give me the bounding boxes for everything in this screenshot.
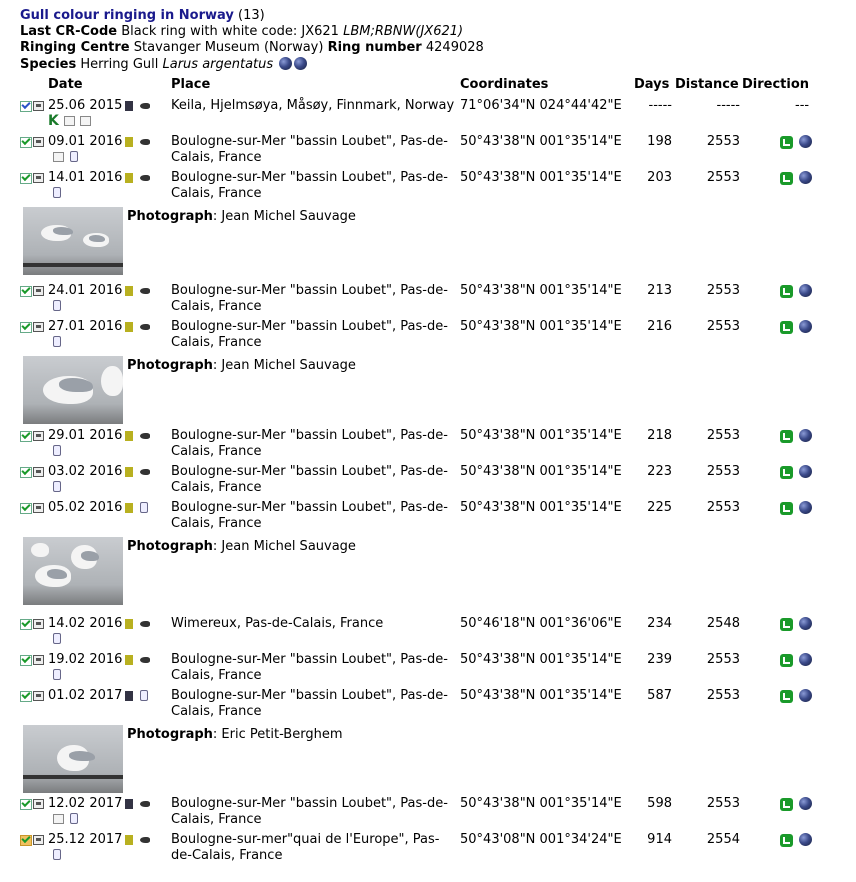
gull-photo-thumbnail[interactable] bbox=[23, 356, 123, 424]
photo-label: Photograph bbox=[127, 539, 213, 554]
globe-icon[interactable] bbox=[799, 320, 812, 333]
ring-icon[interactable] bbox=[53, 336, 61, 347]
ring-icon[interactable] bbox=[53, 633, 61, 644]
days-since-ringing: 198 bbox=[647, 134, 672, 149]
sighting-place: Boulogne-sur-Mer "bassin Loubet", Pas-de-Calais, France bbox=[171, 283, 448, 314]
distance-km: 2553 bbox=[706, 319, 740, 334]
check-icon[interactable] bbox=[20, 322, 32, 333]
table-row bbox=[0, 134, 856, 170]
sighting-place: Boulogne-sur-Mer "bassin Loubet", Pas-de-Calais, France bbox=[171, 134, 448, 165]
report-icon[interactable] bbox=[33, 835, 44, 845]
distance-km: 2553 bbox=[706, 170, 740, 185]
photo-label: Photograph bbox=[127, 727, 213, 742]
sighting-coordinates: 50°43'38"N 001°35'14"E bbox=[460, 283, 622, 298]
report-icon[interactable] bbox=[33, 655, 44, 665]
cr-code-line bbox=[20, 24, 463, 40]
direction-arrow-icon[interactable] bbox=[780, 285, 793, 298]
marker-icon[interactable] bbox=[125, 619, 133, 629]
globe-icon[interactable] bbox=[799, 135, 812, 148]
marker-icon[interactable] bbox=[125, 467, 133, 477]
sighting-date: 05.02 2016 bbox=[48, 500, 123, 515]
ring-number-label: Ring number bbox=[327, 40, 422, 55]
table-row bbox=[0, 464, 856, 500]
check-icon[interactable] bbox=[20, 799, 32, 810]
marker-icon[interactable] bbox=[125, 691, 133, 701]
sighting-place: Boulogne-sur-mer"quai de l'Europe", Pas-de-Calais, France bbox=[171, 832, 440, 863]
marker-icon[interactable] bbox=[125, 835, 133, 845]
sighting-date: 24.01 2016 bbox=[48, 283, 123, 298]
marker-icon[interactable] bbox=[125, 799, 133, 809]
marker-icon[interactable] bbox=[125, 286, 133, 296]
check-icon[interactable] bbox=[20, 286, 32, 297]
table-row bbox=[0, 170, 856, 206]
photo-icon[interactable] bbox=[53, 814, 64, 824]
direction-arrow-icon[interactable] bbox=[780, 466, 793, 479]
gull-photo-thumbnail[interactable] bbox=[23, 207, 123, 275]
photo-icon[interactable] bbox=[64, 116, 75, 126]
column-header-days: Days bbox=[634, 77, 670, 92]
ring-icon[interactable] bbox=[53, 849, 61, 860]
direction-arrow-icon[interactable] bbox=[780, 834, 793, 847]
days-since-ringing: 914 bbox=[647, 832, 672, 847]
days-since-ringing: 218 bbox=[647, 428, 672, 443]
check-icon[interactable] bbox=[20, 503, 32, 514]
photo-caption bbox=[127, 209, 356, 225]
direction-arrow-icon[interactable] bbox=[780, 654, 793, 667]
direction-arrow-icon[interactable] bbox=[780, 690, 793, 703]
report-icon[interactable] bbox=[33, 799, 44, 809]
sighting-date: 27.01 2016 bbox=[48, 319, 123, 334]
bird-icon[interactable] bbox=[140, 139, 150, 145]
direction-arrow-icon[interactable] bbox=[780, 798, 793, 811]
ring-icon[interactable] bbox=[53, 300, 61, 311]
sighting-coordinates: 50°43'38"N 001°35'14"E bbox=[460, 170, 622, 185]
record-count: (13) bbox=[238, 8, 265, 23]
photo-label: Photograph bbox=[127, 209, 213, 224]
page-header-title-line bbox=[20, 8, 265, 24]
table-row bbox=[0, 832, 856, 868]
distance-km: 2553 bbox=[706, 134, 740, 149]
ring-icon[interactable] bbox=[53, 481, 61, 492]
globe-icon[interactable] bbox=[799, 617, 812, 630]
table-row bbox=[0, 652, 856, 688]
photographer-name: : Jean Michel Sauvage bbox=[212, 209, 356, 224]
marker-icon[interactable] bbox=[125, 655, 133, 665]
check-icon[interactable] bbox=[20, 835, 32, 846]
table-row bbox=[0, 688, 856, 724]
sighting-place: Boulogne-sur-Mer "bassin Loubet", Pas-de-Calais, France bbox=[171, 688, 448, 719]
column-header-distance: Distance bbox=[675, 77, 739, 92]
sighting-place: Boulogne-sur-Mer "bassin Loubet", Pas-de-Calais, France bbox=[171, 428, 448, 459]
table-row bbox=[0, 319, 856, 355]
bird-icon[interactable] bbox=[140, 657, 150, 663]
days-since-ringing: ----- bbox=[648, 98, 672, 113]
globe-icon[interactable] bbox=[799, 429, 812, 442]
check-icon[interactable] bbox=[20, 691, 32, 702]
distance-km: ----- bbox=[716, 98, 740, 113]
globe-icon[interactable] bbox=[799, 833, 812, 846]
sighting-date: 03.02 2016 bbox=[48, 464, 123, 479]
ring-icon[interactable] bbox=[53, 669, 61, 680]
days-since-ringing: 203 bbox=[647, 170, 672, 185]
photo-icon[interactable] bbox=[53, 152, 64, 162]
cr-code-italic: LBM;RBNW(JX621) bbox=[343, 24, 464, 39]
direction-arrow-icon[interactable] bbox=[780, 502, 793, 515]
check-icon[interactable] bbox=[20, 655, 32, 666]
sighting-place: Wimereux, Pas-de-Calais, France bbox=[171, 616, 384, 631]
direction-arrow-icon[interactable] bbox=[780, 136, 793, 149]
globe-icon[interactable] bbox=[294, 57, 307, 70]
check-icon[interactable] bbox=[20, 619, 32, 630]
distance-km: 2553 bbox=[706, 500, 740, 515]
marker-icon[interactable] bbox=[125, 137, 133, 147]
column-header-coordinates: Coordinates bbox=[460, 77, 549, 92]
gull-photo-thumbnail[interactable] bbox=[23, 537, 123, 605]
photo-caption bbox=[127, 539, 356, 555]
globe-icon[interactable] bbox=[799, 465, 812, 478]
sighting-date: 01.02 2017 bbox=[48, 688, 123, 703]
days-since-ringing: 587 bbox=[647, 688, 672, 703]
bird-icon[interactable] bbox=[140, 469, 150, 475]
ringing-centre-line bbox=[20, 40, 484, 56]
bird-icon[interactable] bbox=[140, 288, 150, 294]
marker-icon[interactable] bbox=[125, 322, 133, 332]
check-icon[interactable] bbox=[20, 173, 32, 184]
sighting-date: 25.12 2017 bbox=[48, 832, 123, 847]
check-icon[interactable] bbox=[20, 137, 32, 148]
photographer-name: : Jean Michel Sauvage bbox=[212, 358, 356, 373]
direction-text: --- bbox=[795, 98, 810, 113]
species-line bbox=[20, 57, 307, 73]
sighting-place: Boulogne-sur-Mer "bassin Loubet", Pas-de-Calais, France bbox=[171, 464, 448, 495]
ring-icon[interactable] bbox=[70, 813, 78, 824]
ring-icon[interactable] bbox=[70, 151, 78, 162]
ring-number-value: 4249028 bbox=[425, 40, 484, 55]
sighting-coordinates: 50°43'38"N 001°35'14"E bbox=[460, 500, 622, 515]
check-icon[interactable] bbox=[20, 101, 32, 112]
distance-km: 2553 bbox=[706, 283, 740, 298]
table-row bbox=[0, 616, 856, 652]
marker-icon[interactable] bbox=[125, 101, 133, 111]
sighting-coordinates: 50°43'08"N 001°34'24"E bbox=[460, 832, 622, 847]
distance-km: 2553 bbox=[706, 464, 740, 479]
report-icon[interactable] bbox=[33, 173, 44, 183]
gull-photo-thumbnail[interactable] bbox=[23, 725, 123, 793]
cr-code-value: Black ring with white code: JX621 bbox=[121, 24, 339, 39]
days-since-ringing: 239 bbox=[647, 652, 672, 667]
sighting-date: 25.06 2015 bbox=[48, 98, 123, 113]
days-since-ringing: 213 bbox=[647, 283, 672, 298]
sighting-date: 14.02 2016 bbox=[48, 616, 123, 631]
check-icon[interactable] bbox=[20, 431, 32, 442]
ringing-k-marker: K bbox=[48, 113, 59, 129]
distance-km: 2554 bbox=[706, 832, 740, 847]
ring-icon[interactable] bbox=[53, 187, 61, 198]
species-label: Species bbox=[20, 57, 77, 72]
marker-icon[interactable] bbox=[125, 431, 133, 441]
days-since-ringing: 225 bbox=[647, 500, 672, 515]
distance-km: 2553 bbox=[706, 652, 740, 667]
ring-icon[interactable] bbox=[53, 445, 61, 456]
distance-km: 2553 bbox=[706, 688, 740, 703]
cr-code-label: Last CR-Code bbox=[20, 24, 118, 39]
sighting-coordinates: 50°46'18"N 001°36'06"E bbox=[460, 616, 622, 631]
sighting-coordinates: 50°43'38"N 001°35'14"E bbox=[460, 688, 622, 703]
species-value: Herring Gull bbox=[80, 57, 159, 72]
sighting-coordinates: 50°43'38"N 001°35'14"E bbox=[460, 319, 622, 334]
photo-caption bbox=[127, 358, 356, 374]
days-since-ringing: 216 bbox=[647, 319, 672, 334]
sighting-place: Boulogne-sur-Mer "bassin Loubet", Pas-de-Calais, France bbox=[171, 652, 448, 683]
marker-icon[interactable] bbox=[125, 173, 133, 183]
bird-icon[interactable] bbox=[140, 433, 150, 439]
sighting-place: Boulogne-sur-Mer "bassin Loubet", Pas-de-Calais, France bbox=[171, 170, 448, 201]
edit-icon[interactable] bbox=[80, 116, 91, 126]
globe-icon[interactable] bbox=[279, 57, 292, 70]
ringing-centre-label: Ringing Centre bbox=[20, 40, 130, 55]
sighting-coordinates: 50°43'38"N 001°35'14"E bbox=[460, 464, 622, 479]
photographer-name: : Jean Michel Sauvage bbox=[212, 539, 356, 554]
check-icon[interactable] bbox=[20, 467, 32, 478]
sighting-coordinates: 50°43'38"N 001°35'14"E bbox=[460, 652, 622, 667]
days-since-ringing: 234 bbox=[647, 616, 672, 631]
globe-icon[interactable] bbox=[799, 797, 812, 810]
photographer-name: : Eric Petit-Berghem bbox=[212, 727, 343, 742]
report-icon[interactable] bbox=[33, 691, 44, 701]
direction-arrow-icon[interactable] bbox=[780, 618, 793, 631]
days-since-ringing: 598 bbox=[647, 796, 672, 811]
sighting-date: 14.01 2016 bbox=[48, 170, 123, 185]
sighting-coordinates: 71°06'34"N 024°44'42"E bbox=[460, 98, 622, 113]
ring-icon[interactable] bbox=[140, 502, 148, 513]
marker-icon[interactable] bbox=[125, 503, 133, 513]
sighting-coordinates: 50°43'38"N 001°35'14"E bbox=[460, 428, 622, 443]
bird-icon[interactable] bbox=[140, 837, 150, 843]
sighting-date: 19.02 2016 bbox=[48, 652, 123, 667]
sighting-place: Boulogne-sur-Mer "bassin Loubet", Pas-de-Calais, France bbox=[171, 796, 448, 827]
report-icon[interactable] bbox=[33, 101, 44, 111]
report-icon[interactable] bbox=[33, 431, 44, 441]
report-icon[interactable] bbox=[33, 322, 44, 332]
distance-km: 2553 bbox=[706, 428, 740, 443]
distance-km: 2553 bbox=[706, 796, 740, 811]
sighting-place: Keila, Hjelmsøya, Måsøy, Finnmark, Norway bbox=[171, 98, 455, 113]
direction-arrow-icon[interactable] bbox=[780, 172, 793, 185]
table-row bbox=[0, 283, 856, 319]
photo-caption bbox=[127, 727, 342, 743]
table-row bbox=[0, 98, 856, 134]
photo-label: Photograph bbox=[127, 358, 213, 373]
distance-km: 2548 bbox=[706, 616, 740, 631]
globe-icon[interactable] bbox=[799, 689, 812, 702]
page-title[interactable]: Gull colour ringing in Norway bbox=[20, 8, 234, 23]
globe-icon[interactable] bbox=[799, 284, 812, 297]
globe-icon[interactable] bbox=[799, 171, 812, 184]
table-row bbox=[0, 500, 856, 536]
ring-icon[interactable] bbox=[140, 690, 148, 701]
sighting-coordinates: 50°43'38"N 001°35'14"E bbox=[460, 796, 622, 811]
globe-icon[interactable] bbox=[799, 501, 812, 514]
bird-icon[interactable] bbox=[140, 103, 150, 109]
report-icon[interactable] bbox=[33, 137, 44, 147]
bird-icon[interactable] bbox=[140, 324, 150, 330]
table-row bbox=[0, 428, 856, 464]
ringing-centre-value: Stavanger Museum (Norway) bbox=[133, 40, 324, 55]
sighting-date: 12.02 2017 bbox=[48, 796, 123, 811]
report-icon[interactable] bbox=[33, 619, 44, 629]
direction-arrow-icon[interactable] bbox=[780, 321, 793, 334]
days-since-ringing: 223 bbox=[647, 464, 672, 479]
column-header-direction: Direction bbox=[742, 77, 810, 92]
direction-arrow-icon[interactable] bbox=[780, 430, 793, 443]
sighting-coordinates: 50°43'38"N 001°35'14"E bbox=[460, 134, 622, 149]
bird-icon[interactable] bbox=[140, 801, 150, 807]
bird-icon[interactable] bbox=[140, 621, 150, 627]
table-row bbox=[0, 796, 856, 832]
column-header-date: Date bbox=[48, 77, 83, 92]
report-icon[interactable] bbox=[33, 467, 44, 477]
globe-icon[interactable] bbox=[799, 653, 812, 666]
column-header-place: Place bbox=[171, 77, 211, 92]
bird-icon[interactable] bbox=[140, 175, 150, 181]
report-icon[interactable] bbox=[33, 503, 44, 513]
species-latin: Larus argentatus bbox=[162, 57, 274, 72]
report-icon[interactable] bbox=[33, 286, 44, 296]
sighting-place: Boulogne-sur-Mer "bassin Loubet", Pas-de-Calais, France bbox=[171, 319, 448, 350]
sighting-place: Boulogne-sur-Mer "bassin Loubet", Pas-de-Calais, France bbox=[171, 500, 448, 531]
sighting-date: 29.01 2016 bbox=[48, 428, 123, 443]
sighting-date: 09.01 2016 bbox=[48, 134, 123, 149]
